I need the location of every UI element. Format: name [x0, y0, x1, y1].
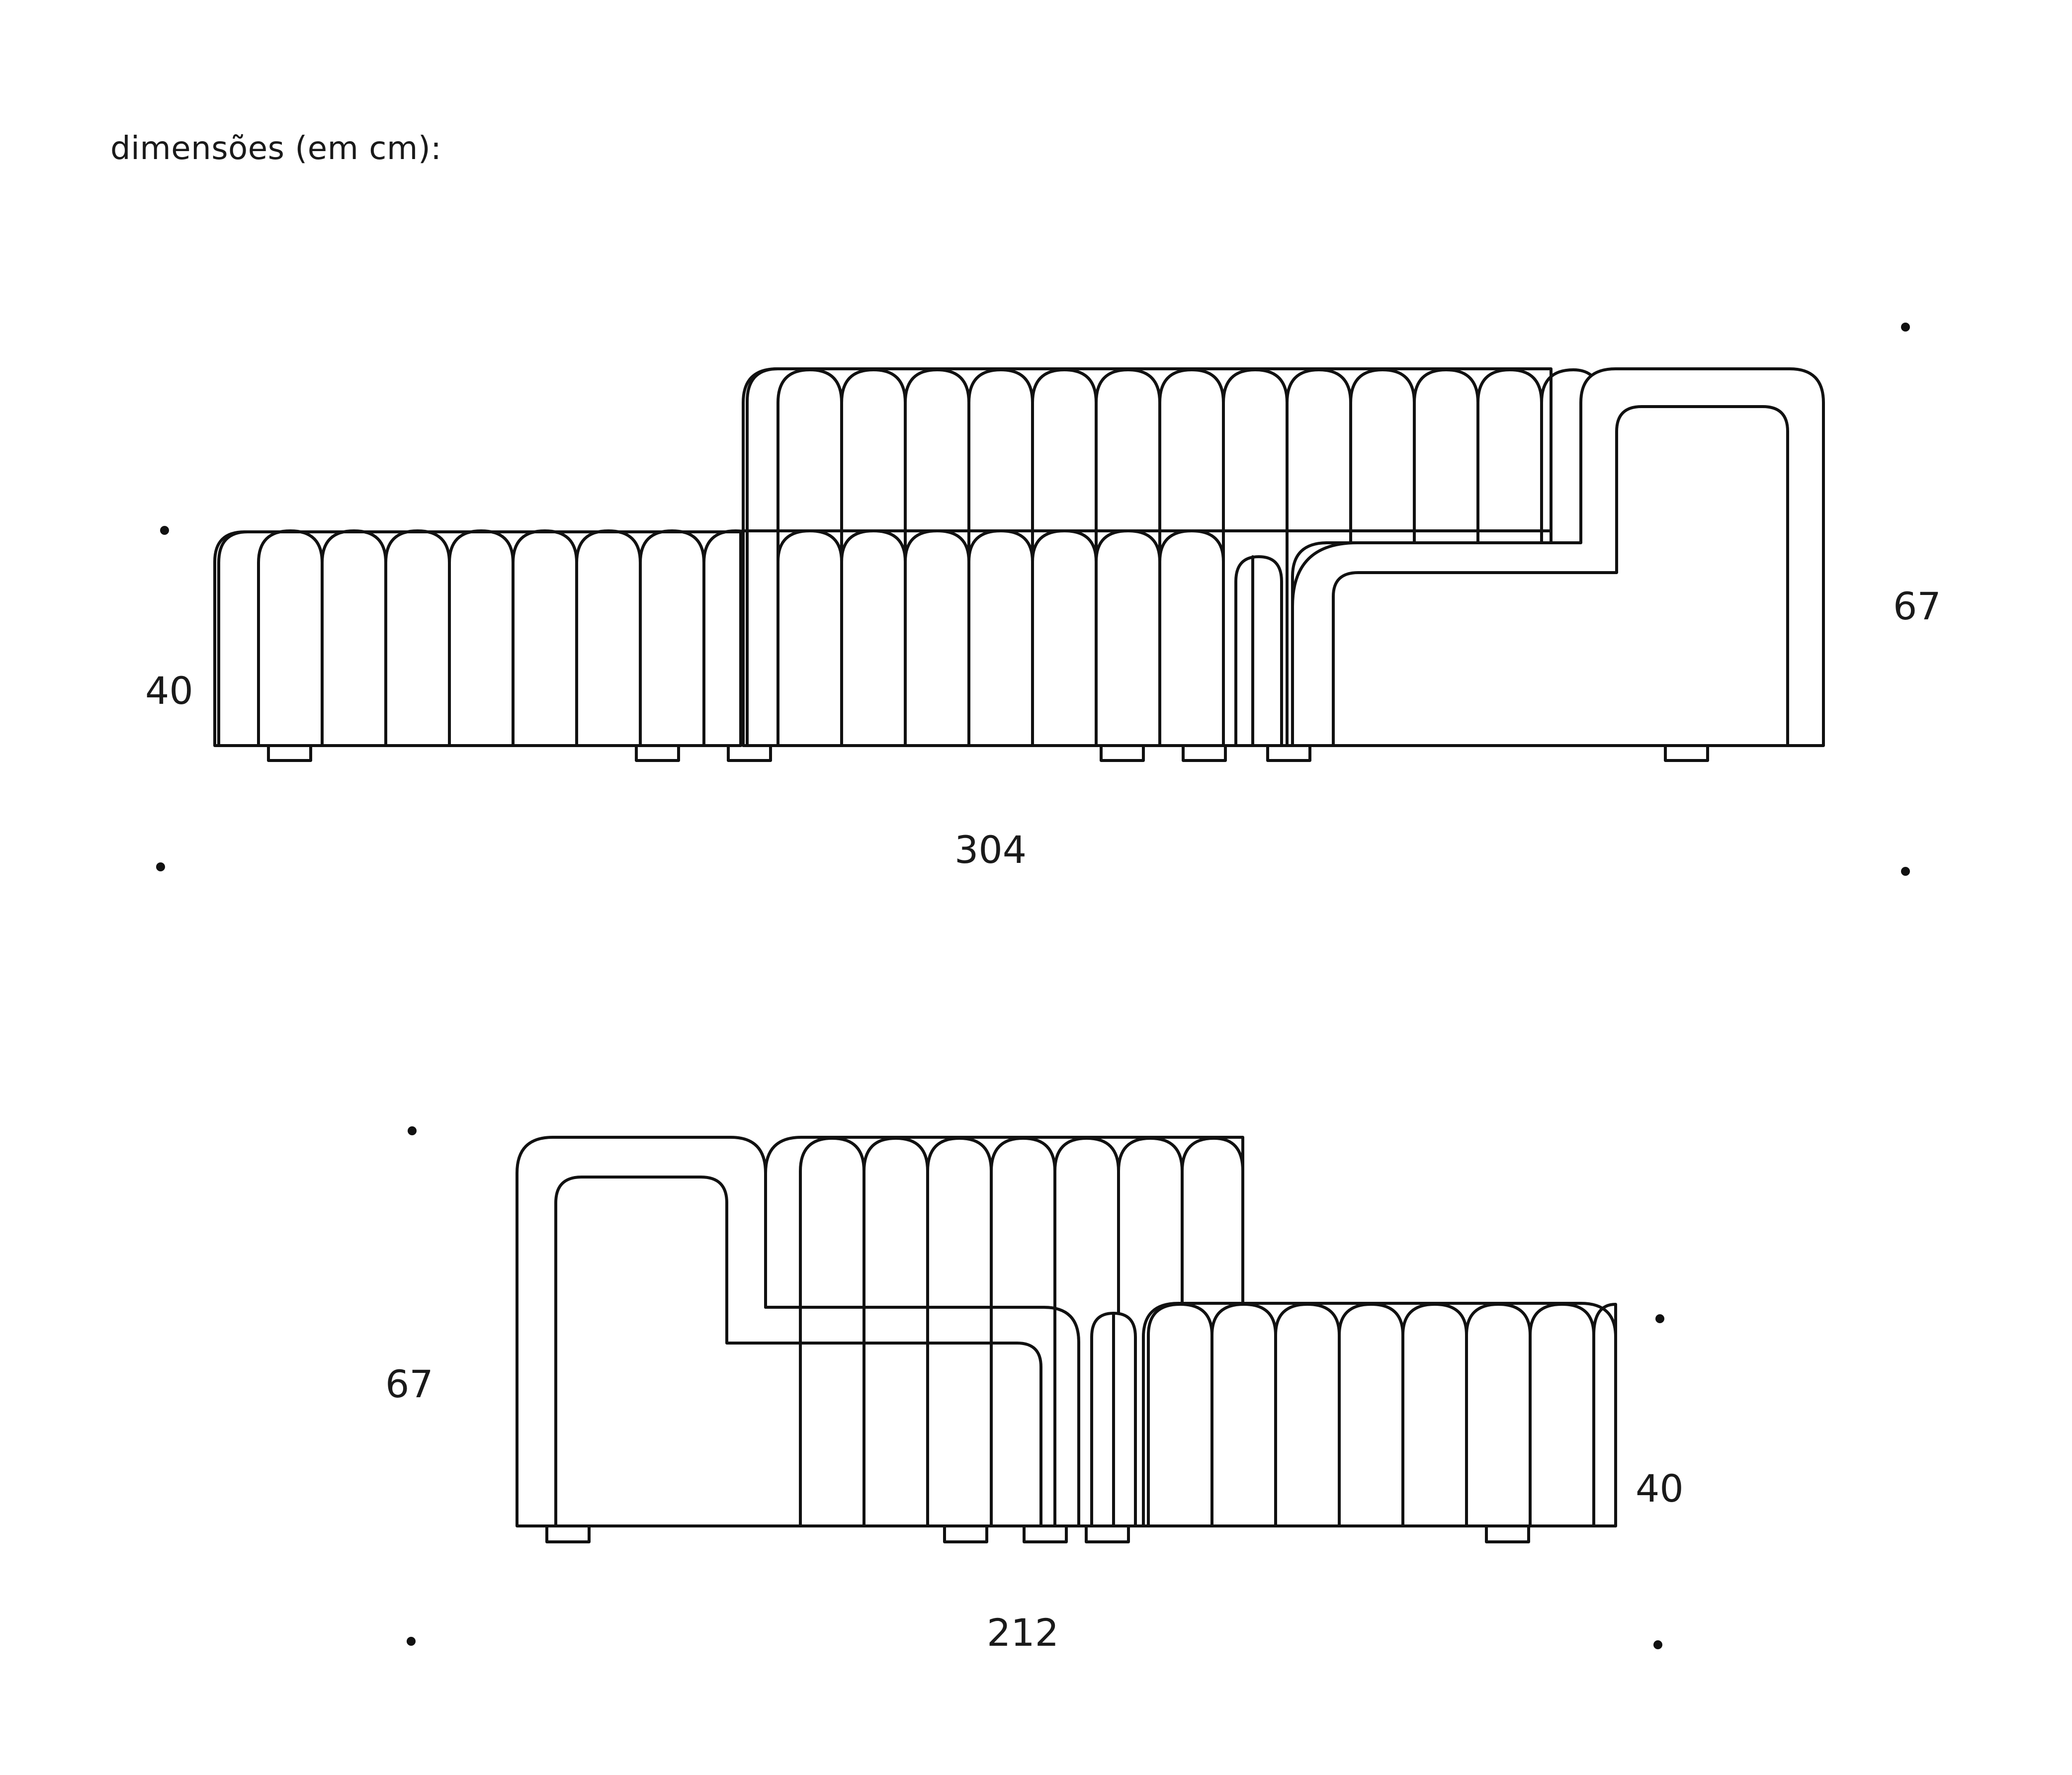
dimension-width-top: 304: [954, 828, 1027, 872]
registration-dot: [1653, 1640, 1662, 1649]
sofa-side-view-bottom: [497, 1118, 1650, 1566]
registration-dot: [160, 526, 169, 535]
dimension-height-right-bottom: 40: [1636, 1466, 1684, 1511]
dimension-height-right-top: 67: [1893, 584, 1941, 628]
registration-dot: [407, 1637, 416, 1646]
dimension-height-left-top: 40: [145, 669, 193, 713]
registration-dot: [1655, 1314, 1664, 1323]
sofa-side-view-top: [209, 348, 1899, 795]
dimension-width-bottom: 212: [987, 1610, 1059, 1655]
registration-dot: [408, 1126, 417, 1135]
registration-dot: [156, 862, 165, 871]
registration-dot: [1901, 867, 1910, 876]
dimension-height-left-bottom: 67: [385, 1362, 433, 1406]
page-title: dimensões (em cm):: [110, 130, 442, 167]
sofa-side-view-top-svg: [209, 348, 1899, 795]
sofa-side-view-bottom-svg: [497, 1118, 1650, 1566]
feet-group: [547, 1526, 1529, 1542]
feet-group: [268, 746, 1708, 761]
registration-dot: [1901, 323, 1910, 332]
